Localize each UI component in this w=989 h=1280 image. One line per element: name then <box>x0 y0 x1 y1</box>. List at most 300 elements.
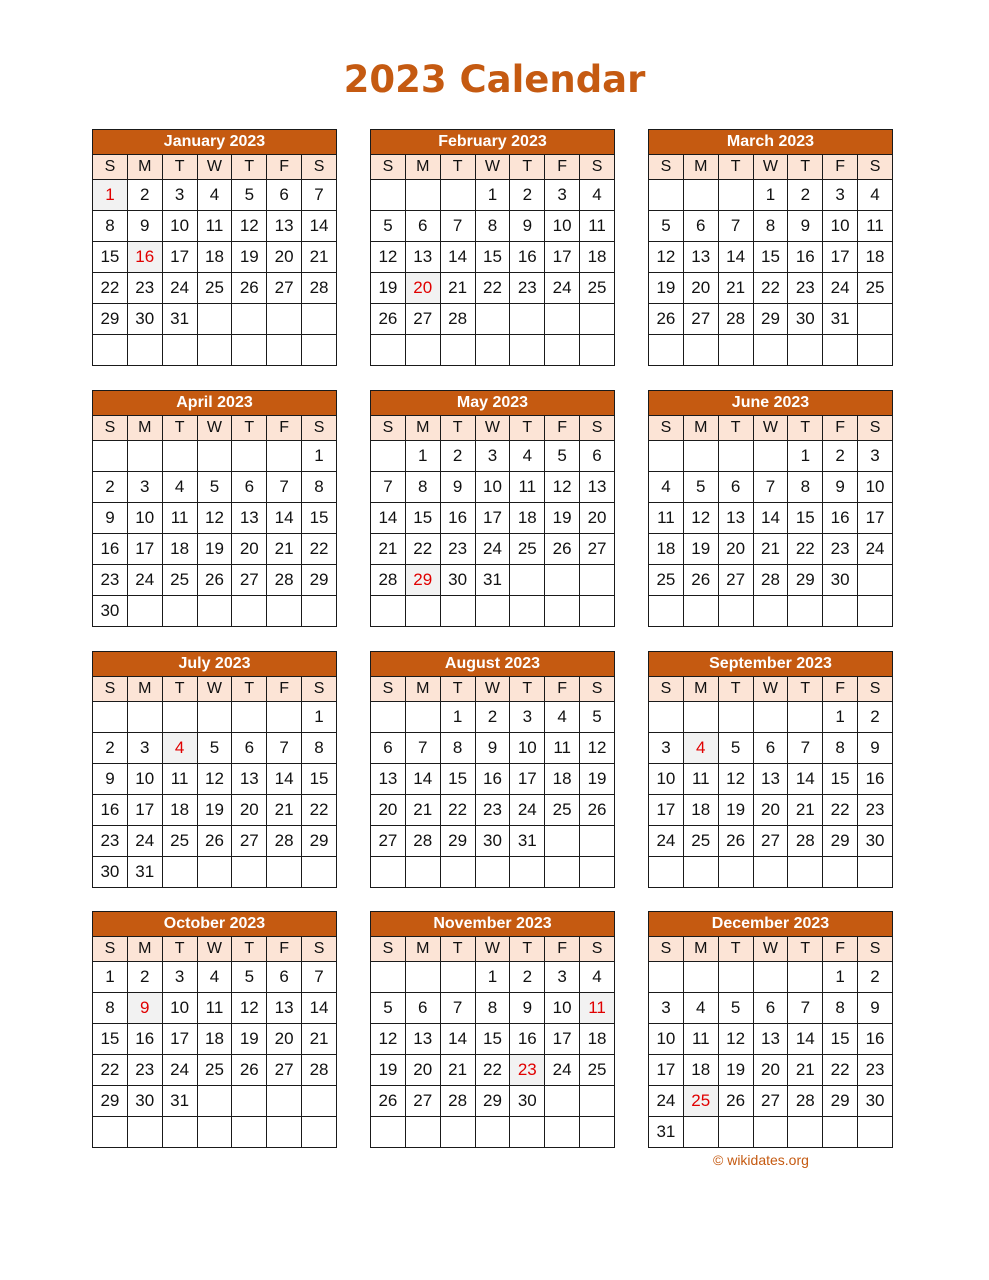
day-cell: 9 <box>93 503 128 534</box>
day-cell: 14 <box>302 211 337 242</box>
weekday-label: T <box>788 677 823 702</box>
day-cell: 7 <box>267 733 302 764</box>
day-cell: 16 <box>475 764 510 795</box>
weekday-label: S <box>580 155 615 180</box>
day-cell: 5 <box>197 733 232 764</box>
weekday-label: M <box>405 416 440 441</box>
empty-day-cell <box>197 441 232 472</box>
day-cell: 9 <box>510 993 545 1024</box>
weekday-label: S <box>858 677 893 702</box>
day-cell: 8 <box>93 993 128 1024</box>
day-cell: 14 <box>440 1024 475 1055</box>
holiday-day-cell: 16 <box>127 242 162 273</box>
empty-day-cell <box>232 1117 267 1148</box>
day-cell: 31 <box>162 304 197 335</box>
day-cell: 2 <box>93 733 128 764</box>
day-cell: 29 <box>823 1086 858 1117</box>
empty-day-cell <box>753 335 788 366</box>
day-cell: 6 <box>580 441 615 472</box>
empty-day-cell <box>753 1117 788 1148</box>
weekday-label: F <box>545 416 580 441</box>
day-cell: 21 <box>440 273 475 304</box>
weekday-label: F <box>823 155 858 180</box>
day-cell: 13 <box>405 242 440 273</box>
day-cell: 20 <box>371 795 406 826</box>
empty-day-cell <box>580 335 615 366</box>
day-cell: 11 <box>197 993 232 1024</box>
day-cell: 11 <box>162 764 197 795</box>
day-cell: 15 <box>93 1024 128 1055</box>
day-cell: 10 <box>127 764 162 795</box>
empty-day-cell <box>475 304 510 335</box>
weekday-label: T <box>440 155 475 180</box>
empty-day-cell <box>405 702 440 733</box>
day-cell: 17 <box>858 503 893 534</box>
empty-day-cell <box>580 304 615 335</box>
day-cell: 10 <box>510 733 545 764</box>
empty-day-cell <box>405 1117 440 1148</box>
day-cell: 6 <box>683 211 718 242</box>
empty-day-cell <box>683 596 718 627</box>
day-cell: 27 <box>718 565 753 596</box>
day-cell: 5 <box>718 733 753 764</box>
day-cell: 31 <box>475 565 510 596</box>
empty-day-cell <box>649 596 684 627</box>
empty-day-cell <box>718 962 753 993</box>
day-cell: 12 <box>649 242 684 273</box>
weekday-label: M <box>683 677 718 702</box>
day-cell: 2 <box>823 441 858 472</box>
day-cell: 21 <box>405 795 440 826</box>
empty-day-cell <box>580 1117 615 1148</box>
day-cell: 20 <box>683 273 718 304</box>
day-cell: 22 <box>93 273 128 304</box>
day-cell: 26 <box>197 565 232 596</box>
day-cell: 13 <box>718 503 753 534</box>
day-cell: 27 <box>580 534 615 565</box>
day-cell: 20 <box>232 534 267 565</box>
day-cell: 26 <box>232 273 267 304</box>
empty-day-cell <box>127 441 162 472</box>
empty-day-cell <box>197 304 232 335</box>
weekday-label: T <box>510 416 545 441</box>
weekday-label: M <box>683 416 718 441</box>
day-cell: 14 <box>371 503 406 534</box>
day-cell: 25 <box>197 273 232 304</box>
day-cell: 3 <box>127 733 162 764</box>
day-cell: 24 <box>823 273 858 304</box>
empty-day-cell <box>302 1117 337 1148</box>
day-cell: 8 <box>440 733 475 764</box>
day-cell: 23 <box>127 273 162 304</box>
day-cell: 4 <box>510 441 545 472</box>
empty-day-cell <box>858 857 893 888</box>
day-cell: 12 <box>197 503 232 534</box>
day-cell: 24 <box>127 565 162 596</box>
month-table <box>92 390 337 627</box>
day-cell: 10 <box>475 472 510 503</box>
day-cell: 27 <box>267 273 302 304</box>
weekday-label: S <box>858 155 893 180</box>
day-cell: 19 <box>649 273 684 304</box>
day-cell: 26 <box>232 1055 267 1086</box>
empty-day-cell <box>371 857 406 888</box>
day-cell: 7 <box>440 211 475 242</box>
day-cell: 6 <box>232 472 267 503</box>
empty-day-cell <box>475 596 510 627</box>
day-cell: 28 <box>788 1086 823 1117</box>
empty-day-cell <box>649 335 684 366</box>
day-cell: 26 <box>371 304 406 335</box>
day-cell: 5 <box>232 180 267 211</box>
day-cell: 23 <box>93 826 128 857</box>
day-cell: 25 <box>649 565 684 596</box>
day-cell: 12 <box>580 733 615 764</box>
day-cell: 12 <box>232 993 267 1024</box>
empty-day-cell <box>197 857 232 888</box>
day-cell: 23 <box>510 273 545 304</box>
day-cell: 26 <box>371 1086 406 1117</box>
day-cell: 23 <box>475 795 510 826</box>
empty-day-cell <box>371 335 406 366</box>
day-cell: 15 <box>475 242 510 273</box>
holiday-day-cell: 11 <box>580 993 615 1024</box>
month-title: September 2023 <box>649 652 893 677</box>
empty-day-cell <box>580 826 615 857</box>
empty-day-cell <box>127 702 162 733</box>
day-cell: 3 <box>127 472 162 503</box>
month-table <box>370 651 615 888</box>
empty-day-cell <box>545 1086 580 1117</box>
day-cell: 15 <box>302 764 337 795</box>
day-cell: 14 <box>788 1024 823 1055</box>
month-title: August 2023 <box>371 652 615 677</box>
holiday-day-cell: 4 <box>162 733 197 764</box>
day-cell: 31 <box>510 826 545 857</box>
day-cell: 31 <box>649 1117 684 1148</box>
weekday-label: T <box>718 416 753 441</box>
empty-day-cell <box>162 857 197 888</box>
day-cell: 22 <box>475 273 510 304</box>
day-cell: 9 <box>858 733 893 764</box>
day-cell: 27 <box>405 1086 440 1117</box>
day-cell: 17 <box>649 1055 684 1086</box>
day-cell: 30 <box>475 826 510 857</box>
day-cell: 22 <box>93 1055 128 1086</box>
empty-day-cell <box>267 596 302 627</box>
day-cell: 17 <box>545 242 580 273</box>
weekday-label: W <box>475 416 510 441</box>
weekday-label: S <box>302 677 337 702</box>
holiday-day-cell: 23 <box>510 1055 545 1086</box>
month-table <box>370 911 615 1148</box>
month-table <box>648 911 893 1148</box>
empty-day-cell <box>545 335 580 366</box>
holiday-day-cell: 20 <box>405 273 440 304</box>
day-cell: 23 <box>93 565 128 596</box>
day-cell: 2 <box>93 472 128 503</box>
day-cell: 18 <box>162 795 197 826</box>
day-cell: 11 <box>510 472 545 503</box>
day-cell: 4 <box>649 472 684 503</box>
weekday-label: F <box>545 677 580 702</box>
day-cell: 13 <box>753 764 788 795</box>
day-cell: 16 <box>823 503 858 534</box>
empty-day-cell <box>788 1117 823 1148</box>
day-cell: 5 <box>580 702 615 733</box>
weekday-label: M <box>127 416 162 441</box>
weekday-label: T <box>788 937 823 962</box>
day-cell: 11 <box>858 211 893 242</box>
empty-day-cell <box>580 596 615 627</box>
day-cell: 1 <box>405 441 440 472</box>
day-cell: 27 <box>405 304 440 335</box>
day-cell: 16 <box>858 764 893 795</box>
empty-day-cell <box>440 596 475 627</box>
day-cell: 17 <box>510 764 545 795</box>
day-cell: 27 <box>753 1086 788 1117</box>
month-table <box>92 651 337 888</box>
day-cell: 19 <box>718 795 753 826</box>
weekday-label: W <box>197 677 232 702</box>
weekday-label: S <box>93 937 128 962</box>
day-cell: 10 <box>162 993 197 1024</box>
weekday-label: S <box>858 937 893 962</box>
day-cell: 11 <box>683 1024 718 1055</box>
empty-day-cell <box>858 1117 893 1148</box>
day-cell: 26 <box>545 534 580 565</box>
day-cell: 3 <box>510 702 545 733</box>
day-cell: 10 <box>545 211 580 242</box>
weekday-label: S <box>371 155 406 180</box>
day-cell: 16 <box>440 503 475 534</box>
empty-day-cell <box>440 335 475 366</box>
day-cell: 3 <box>649 993 684 1024</box>
day-cell: 30 <box>858 826 893 857</box>
day-cell: 15 <box>788 503 823 534</box>
empty-day-cell <box>683 962 718 993</box>
weekday-label: T <box>718 155 753 180</box>
empty-day-cell <box>788 702 823 733</box>
day-cell: 28 <box>753 565 788 596</box>
day-cell: 4 <box>197 962 232 993</box>
weekday-label: T <box>510 937 545 962</box>
holiday-day-cell: 29 <box>405 565 440 596</box>
day-cell: 8 <box>475 211 510 242</box>
day-cell: 17 <box>127 795 162 826</box>
empty-day-cell <box>718 1117 753 1148</box>
empty-day-cell <box>649 857 684 888</box>
day-cell: 10 <box>649 764 684 795</box>
day-cell: 30 <box>788 304 823 335</box>
footer-credit[interactable]: © wikidates.org <box>713 1152 809 1168</box>
day-cell: 22 <box>302 534 337 565</box>
weekday-label: T <box>232 677 267 702</box>
empty-day-cell <box>718 441 753 472</box>
empty-day-cell <box>753 441 788 472</box>
empty-day-cell <box>683 702 718 733</box>
day-cell: 15 <box>405 503 440 534</box>
day-cell: 25 <box>197 1055 232 1086</box>
day-cell: 11 <box>545 733 580 764</box>
day-cell: 30 <box>93 857 128 888</box>
day-cell: 5 <box>649 211 684 242</box>
day-cell: 22 <box>405 534 440 565</box>
day-cell: 18 <box>197 1024 232 1055</box>
day-cell: 2 <box>127 962 162 993</box>
holiday-day-cell: 9 <box>127 993 162 1024</box>
month-table <box>370 129 615 366</box>
month-title: May 2023 <box>371 391 615 416</box>
month-table <box>648 651 893 888</box>
weekday-label: T <box>510 155 545 180</box>
day-cell: 22 <box>753 273 788 304</box>
day-cell: 7 <box>440 993 475 1024</box>
weekday-label: W <box>753 677 788 702</box>
empty-day-cell <box>197 335 232 366</box>
day-cell: 1 <box>440 702 475 733</box>
month-table <box>648 129 893 366</box>
empty-day-cell <box>683 1117 718 1148</box>
empty-day-cell <box>197 702 232 733</box>
day-cell: 9 <box>788 211 823 242</box>
day-cell: 12 <box>718 1024 753 1055</box>
day-cell: 3 <box>162 180 197 211</box>
weekday-label: S <box>580 677 615 702</box>
empty-day-cell <box>753 702 788 733</box>
day-cell: 17 <box>475 503 510 534</box>
day-cell: 2 <box>858 962 893 993</box>
empty-day-cell <box>232 702 267 733</box>
day-cell: 17 <box>649 795 684 826</box>
empty-day-cell <box>788 596 823 627</box>
day-cell: 28 <box>302 1055 337 1086</box>
empty-day-cell <box>858 335 893 366</box>
day-cell: 30 <box>127 1086 162 1117</box>
weekday-label: T <box>718 677 753 702</box>
day-cell: 14 <box>753 503 788 534</box>
holiday-day-cell: 25 <box>683 1086 718 1117</box>
empty-day-cell <box>93 335 128 366</box>
day-cell: 20 <box>753 1055 788 1086</box>
empty-day-cell <box>718 857 753 888</box>
weekday-label: T <box>510 677 545 702</box>
weekday-label: T <box>232 416 267 441</box>
day-cell: 7 <box>371 472 406 503</box>
day-cell: 23 <box>823 534 858 565</box>
month-title: April 2023 <box>93 391 337 416</box>
day-cell: 12 <box>545 472 580 503</box>
day-cell: 29 <box>302 826 337 857</box>
day-cell: 8 <box>93 211 128 242</box>
empty-day-cell <box>93 702 128 733</box>
day-cell: 4 <box>545 702 580 733</box>
weekday-label: F <box>545 937 580 962</box>
empty-day-cell <box>649 962 684 993</box>
weekday-label: M <box>683 937 718 962</box>
day-cell: 18 <box>162 534 197 565</box>
day-cell: 15 <box>93 242 128 273</box>
day-cell: 25 <box>858 273 893 304</box>
day-cell: 21 <box>302 242 337 273</box>
day-cell: 7 <box>302 962 337 993</box>
month-table <box>648 390 893 627</box>
day-cell: 16 <box>858 1024 893 1055</box>
day-cell: 20 <box>232 795 267 826</box>
day-cell: 26 <box>683 565 718 596</box>
empty-day-cell <box>232 441 267 472</box>
day-cell: 18 <box>197 242 232 273</box>
day-cell: 29 <box>788 565 823 596</box>
empty-day-cell <box>162 441 197 472</box>
weekday-label: W <box>753 937 788 962</box>
empty-day-cell <box>858 304 893 335</box>
day-cell: 27 <box>371 826 406 857</box>
day-cell: 7 <box>788 993 823 1024</box>
weekday-label: S <box>302 155 337 180</box>
day-cell: 28 <box>267 826 302 857</box>
day-cell: 8 <box>823 733 858 764</box>
day-cell: 21 <box>718 273 753 304</box>
day-cell: 26 <box>580 795 615 826</box>
day-cell: 3 <box>545 180 580 211</box>
day-cell: 17 <box>162 1024 197 1055</box>
empty-day-cell <box>162 1117 197 1148</box>
day-cell: 15 <box>440 764 475 795</box>
month-title: March 2023 <box>649 130 893 155</box>
day-cell: 1 <box>823 702 858 733</box>
day-cell: 5 <box>197 472 232 503</box>
day-cell: 11 <box>580 211 615 242</box>
day-cell: 13 <box>267 993 302 1024</box>
weekday-label: W <box>475 677 510 702</box>
empty-day-cell <box>580 1086 615 1117</box>
empty-day-cell <box>232 596 267 627</box>
empty-day-cell <box>232 1086 267 1117</box>
weekday-label: S <box>371 677 406 702</box>
day-cell: 9 <box>510 211 545 242</box>
day-cell: 15 <box>302 503 337 534</box>
day-cell: 16 <box>93 795 128 826</box>
day-cell: 6 <box>267 962 302 993</box>
day-cell: 29 <box>302 565 337 596</box>
day-cell: 14 <box>440 242 475 273</box>
empty-day-cell <box>823 596 858 627</box>
day-cell: 24 <box>545 273 580 304</box>
day-cell: 1 <box>302 441 337 472</box>
empty-day-cell <box>683 441 718 472</box>
day-cell: 20 <box>753 795 788 826</box>
day-cell: 2 <box>510 180 545 211</box>
weekday-label: T <box>440 937 475 962</box>
day-cell: 24 <box>162 1055 197 1086</box>
month-table <box>370 390 615 627</box>
empty-day-cell <box>545 826 580 857</box>
empty-day-cell <box>788 857 823 888</box>
weekday-label: S <box>858 416 893 441</box>
day-cell: 26 <box>718 1086 753 1117</box>
day-cell: 28 <box>371 565 406 596</box>
day-cell: 7 <box>405 733 440 764</box>
empty-day-cell <box>683 335 718 366</box>
day-cell: 3 <box>858 441 893 472</box>
day-cell: 7 <box>753 472 788 503</box>
day-cell: 12 <box>718 764 753 795</box>
empty-day-cell <box>371 702 406 733</box>
day-cell: 13 <box>232 503 267 534</box>
day-cell: 15 <box>823 1024 858 1055</box>
day-cell: 2 <box>510 962 545 993</box>
